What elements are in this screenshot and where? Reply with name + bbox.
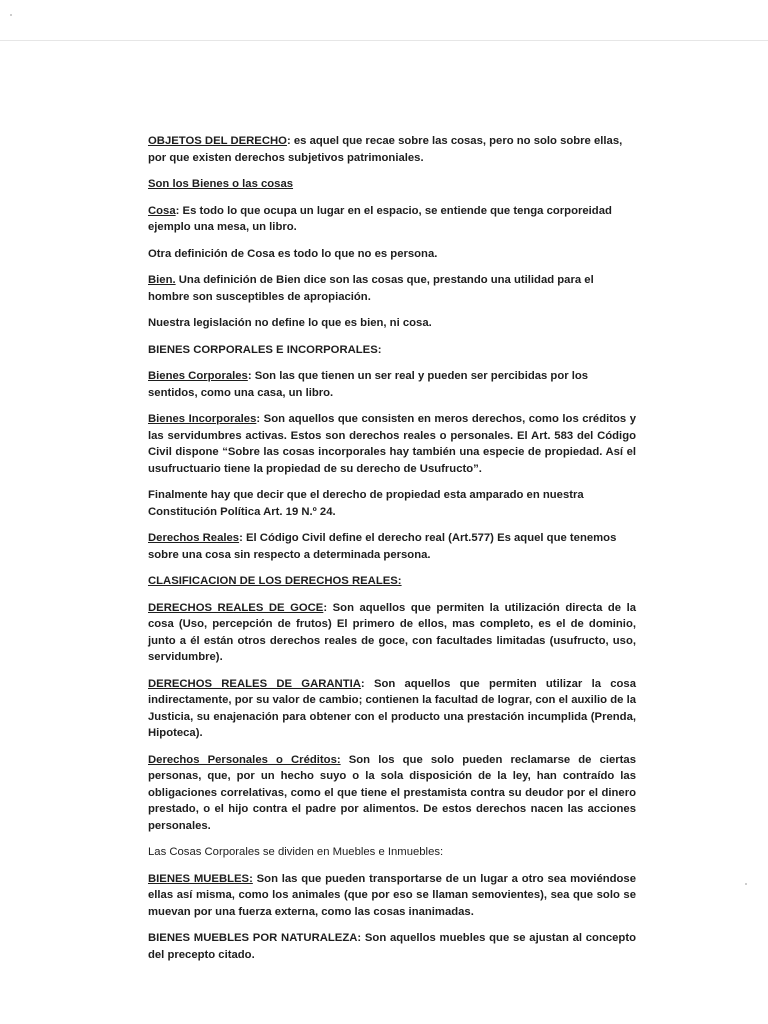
document-page — [148, 133, 636, 973]
paragraph-derechos-reales-goce: DERECHOS REALES DE GOCE: Son aquellos que permiten la utilización directa de la cosa (Uso, percepción de frutos) El primero de ellos, mas completo, es el de dominio, junto a él están otros derechos reales de goce, con facultades limitadas (usufructo, uso, servidumbre). — [148, 601, 636, 663]
paragraph-derechos-personales: Derechos Personales o Créditos: Son los que solo pueden reclamarse de ciertas personas, que, por un hecho suyo o la sola disposición de la ley, han contraído las obligaciones correlativas, como el que tiene el prestamista contra su deudor por el dinero prestado, o el hijo contra el padre por alimentos. De estos derechos nacen las acciones personales. — [148, 753, 636, 832]
paragraph-bienes-muebles-naturaleza: BIENES MUEBLES POR NATURALEZA: Son aquellos muebles que se ajustan al concepto del precepto citado. — [148, 932, 636, 961]
term-derechos-personales: Derechos Personales o Créditos: — [148, 753, 341, 766]
term-derechos-reales-goce: DERECHOS REALES DE GOCE — [148, 601, 324, 614]
scan-speck — [745, 883, 747, 885]
term-bienes-corporales: Bienes Corporales — [148, 370, 248, 382]
paragraph-bienes-cosas — [148, 176, 636, 193]
paragraph-cosa: Cosa: Es todo lo que ocupa un lugar en el espacio, se entiende que tenga corporeidad ejemplo una mesa, un libro. — [148, 204, 612, 233]
scan-edge-line — [0, 40, 768, 41]
heading-objetos-del-derecho: OBJETOS DEL DERECHO — [148, 135, 287, 147]
term-bienes-incorporales: Bienes Incorporales — [148, 413, 257, 425]
paragraph-clasificacion — [148, 573, 636, 590]
heading-bienes-corporales-incorporales: BIENES CORPORALES E INCORPORALES: — [148, 343, 382, 356]
paragraph-cosas-corporales: Las Cosas Corporales se dividen en Muebles e Inmuebles: — [148, 846, 444, 858]
paragraph-legislacion: Nuestra legislación no define lo que es bien, ni cosa. — [148, 317, 432, 329]
scan-speck — [10, 14, 12, 16]
heading-bienes-o-cosas: Son los Bienes o las cosas — [148, 178, 294, 190]
paragraph-bienes-incorporales: Bienes Incorporales: Son aquellos que consisten en meros derechos, como los créditos y las servidumbres activas. Estos son derechos reales o personales. El Art. 583 del Código Civil dispone “Sobre las cosas incorporales hay también una especie de propiedad. Así el usufructuario tiene la propiedad de su derecho de Usufructo”. — [148, 413, 636, 475]
paragraph-constitucion: Finalmente hay que decir que el derecho de propiedad esta amparado en nuestra Constitución Política Art. 19 N.º 24. — [148, 489, 584, 518]
paragraph-derechos-reales: Derechos Reales: El Código Civil define el derecho real (Art.577) Es aquel que tenemos sobre una cosa sin respecto a determinada persona. — [148, 532, 617, 561]
paragraph-bienes-muebles: BIENES MUEBLES: Son las que pueden transportarse de un lugar a otro sea moviéndose ellas así misma, como los animales (que por eso se llaman semovientes), sea que solo se muevan por una fuerza externa, como las cosas inanimadas. — [148, 872, 636, 918]
term-bienes-muebles: BIENES MUEBLES: — [148, 872, 253, 885]
term-derechos-reales-garantia: DERECHOS REALES DE GARANTIA — [148, 677, 361, 690]
term-bien: Bien. — [148, 274, 176, 286]
paragraph-bien: Bien. Una definición de Bien dice son las cosas que, prestando una utilidad para el hombre son susceptibles de apropiación. — [148, 274, 594, 303]
term-derechos-reales: Derechos Reales — [148, 532, 240, 544]
heading-clasificacion-derechos-reales: CLASIFICACION DE LOS DERECHOS REALES: — [148, 575, 402, 587]
paragraph-objetos: OBJETOS DEL DERECHO: es aquel que recae sobre las cosas, pero no solo sobre ellas, por que existen derechos subjetivos patrimoniales. — [148, 135, 623, 164]
paragraph-bienes-corporales: Bienes Corporales: Son las que tienen un ser real y pueden ser percibidas por los sentidos, como una casa, un libro. — [148, 370, 589, 399]
paragraph-derechos-reales-garantia: DERECHOS REALES DE GARANTIA: Son aquellos que permiten utilizar la cosa indirectamente, por su valor de cambio; contienen la facultad de lograr, con el auxilio de la Justicia, su enajenación para obtener con el producto una prestación incumplida (Prenda, Hipoteca). — [148, 677, 636, 739]
term-cosa: Cosa — [148, 204, 176, 217]
paragraph-otra-definicion: Otra definición de Cosa es todo lo que no es persona. — [148, 247, 438, 260]
